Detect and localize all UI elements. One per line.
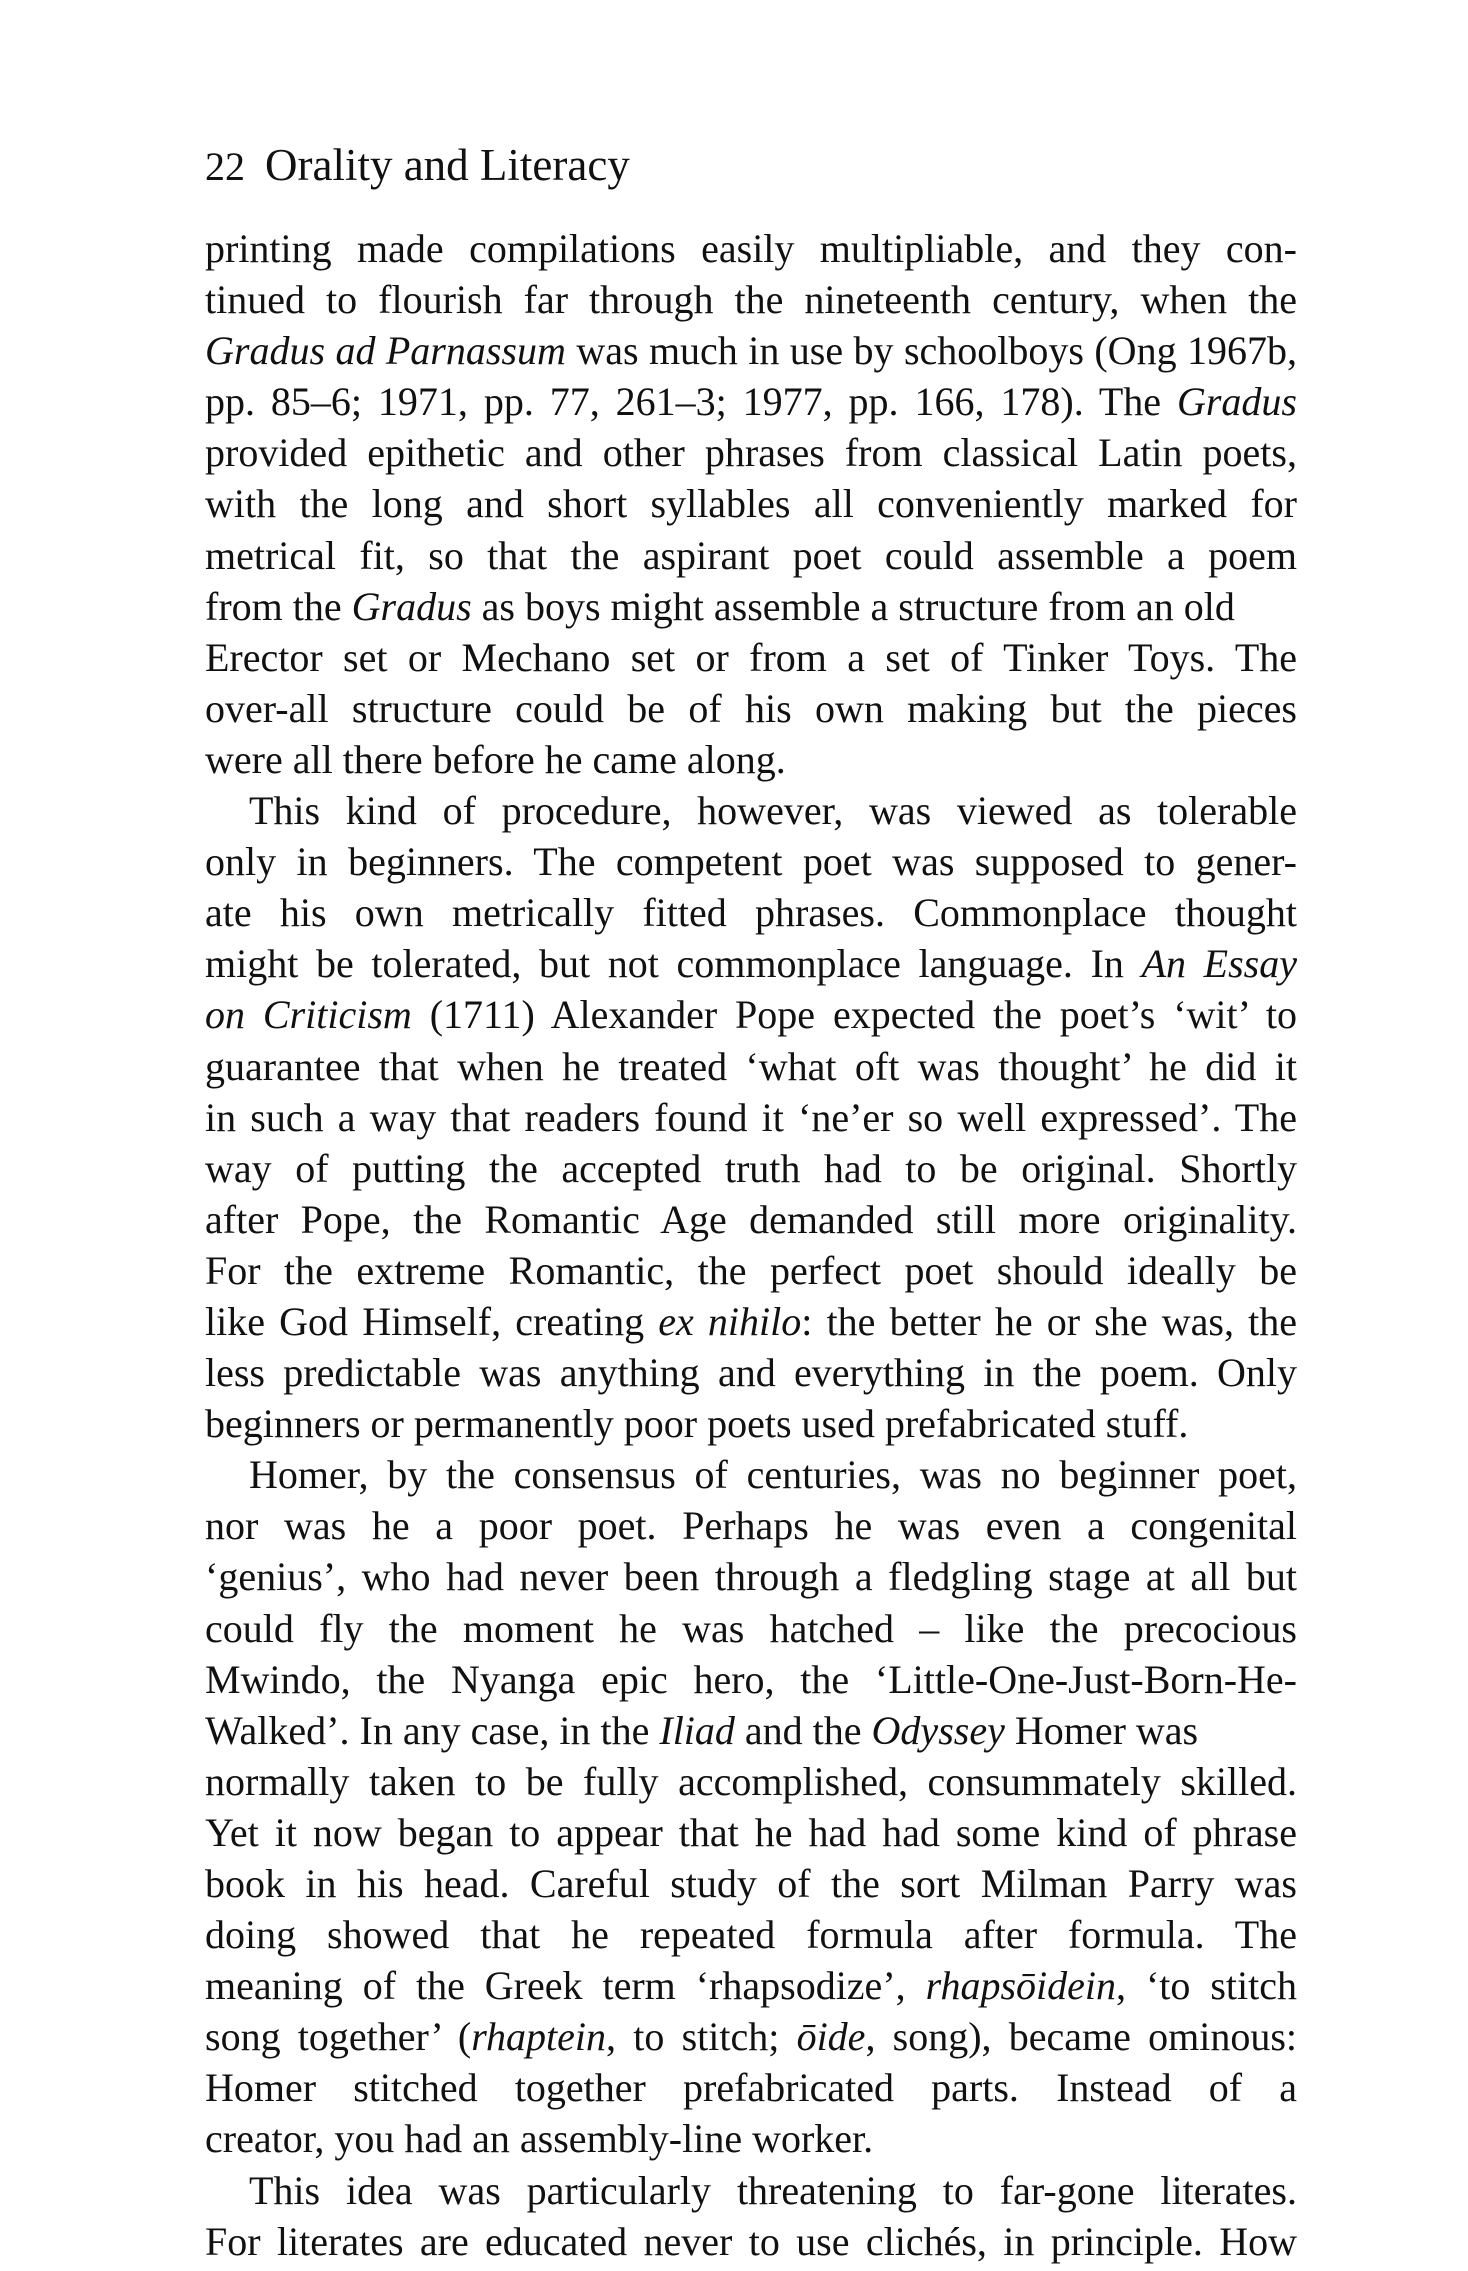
text-line xyxy=(205,325,1297,376)
text-line: provided epithetic and other phrases from classical Latin poets, xyxy=(205,430,1297,476)
text-line: after Pope, the Romantic Age demanded still more originality. xyxy=(205,1196,1297,1242)
text-line xyxy=(205,1296,1297,1347)
italic-phrase: Iliad xyxy=(659,1707,735,1753)
text-line: book in his head. Careful study of the sort Milman Parry was xyxy=(205,1861,1297,1906)
text-run: , to stitch; xyxy=(606,2014,797,2060)
italic-phrase: ōide xyxy=(796,2014,866,2060)
italic-phrase: An Essay xyxy=(1141,941,1297,987)
text-line: less predictable was anything and everything in the poem. Only xyxy=(205,1350,1297,1396)
text-run: might be tolerated, but not commonplace language. In xyxy=(205,941,1142,987)
text-line: Erector set or Mechano set or from a set of Tinker Toys. The xyxy=(205,634,1297,680)
italic-phrase: Gradus ad Parnassum xyxy=(205,328,566,374)
text-run: was much in use by schoolboys (Ong 1967b, xyxy=(565,328,1297,374)
text-line: metrical fit, so that the aspirant poet could assemble a poem xyxy=(205,532,1297,578)
text-line xyxy=(205,2011,1297,2062)
italic-phrase: Odyssey xyxy=(871,1707,1005,1753)
text-run: like God Himself, creating xyxy=(205,1298,659,1344)
italic-phrase: Gradus xyxy=(1176,379,1297,425)
text-run: pp. 85–6; 1971, pp. 77, 261–3; 1977, pp. 166, 178). The xyxy=(205,379,1177,425)
text-run: Walked’. In any case, in the xyxy=(205,1707,660,1753)
text-line: could fly the moment he was hatched – like the precocious xyxy=(205,1605,1297,1651)
text-run: from the xyxy=(205,583,352,629)
text-run: , ‘to stitch xyxy=(1115,1963,1297,2009)
text-run: meaning of the Greek term ‘rhapsodize’, xyxy=(205,1963,926,2009)
text-run: , song), became ominous: xyxy=(865,2014,1297,2060)
text-line xyxy=(205,581,1297,632)
page-number: 22 xyxy=(205,144,245,189)
text-line: creator, you had an assembly-line worker. xyxy=(205,2116,874,2162)
text-line: beginners or permanently poor poets used prefabricated stuff. xyxy=(205,1401,1189,1447)
text-run: as boys might assemble a structure from an old xyxy=(471,583,1235,629)
text-line: Yet it now began to appear that he had had some kind of phrase xyxy=(205,1809,1297,1855)
text-line: ‘genius’, who had never been through a fledgling stage at all but xyxy=(205,1554,1297,1600)
text-line: doing showed that he repeated formula after formula. The xyxy=(205,1912,1297,1958)
text-line: Homer stitched together prefabricated parts. Instead of a xyxy=(205,2065,1297,2111)
body-text xyxy=(205,223,1297,2267)
text-line: way of putting the accepted truth had to be original. Shortly xyxy=(205,1145,1297,1191)
running-head xyxy=(205,140,630,192)
text-line: with the long and short syllables all conveniently marked for xyxy=(205,481,1297,527)
italic-phrase: ex nihilo xyxy=(658,1298,802,1344)
text-line xyxy=(205,1705,1297,1756)
italic-phrase: on Criticism xyxy=(205,992,412,1038)
text-run: Homer was xyxy=(1004,1707,1199,1753)
text-line: over-all structure could be of his own making but the pieces xyxy=(205,685,1297,731)
text-line: in such a way that readers found it ‘ne’er so well expressed’. The xyxy=(205,1094,1297,1140)
text-line: printing made compilations easily multipliable, and they con- xyxy=(205,226,1297,271)
text-line xyxy=(205,989,1297,1040)
text-line: This idea was particularly threatening to far-gone literates. xyxy=(249,2167,1297,2213)
text-run: : the better he or she was, the xyxy=(801,1298,1297,1344)
text-line xyxy=(205,1960,1297,2011)
italic-phrase: Gradus xyxy=(351,583,472,629)
text-line: were all there before he came along. xyxy=(205,736,786,782)
text-line: normally taken to be fully accomplished, consummately skilled. xyxy=(205,1758,1297,1804)
text-line: nor was he a poor poet. Perhaps he was even a congenital xyxy=(205,1503,1297,1549)
italic-phrase: rhapsōidein xyxy=(925,1963,1116,2009)
text-line: This kind of procedure, however, was viewed as tolerable xyxy=(249,788,1297,834)
text-line: only in beginners. The competent poet was supposed to gener- xyxy=(205,839,1297,885)
text-line: guarantee that when he treated ‘what oft was thought’ he did it xyxy=(205,1043,1297,1089)
text-line xyxy=(205,376,1297,427)
text-run: song together’ ( xyxy=(205,2014,472,2060)
text-run: and the xyxy=(734,1707,872,1753)
text-line: ate his own metrically fitted phrases. Commonplace thought xyxy=(205,890,1297,936)
text-line xyxy=(205,938,1297,989)
text-line: Homer, by the consensus of centuries, was no beginner poet, xyxy=(249,1452,1297,1498)
text-line: For the extreme Romantic, the perfect poet should ideally be xyxy=(205,1247,1297,1293)
italic-phrase: rhaptein xyxy=(471,2014,607,2060)
running-title: Orality and Literacy xyxy=(265,140,630,190)
text-line: Mwindo, the Nyanga epic hero, the ‘Little-One-Just-Born-He- xyxy=(205,1656,1297,1702)
text-run: (1711) Alexander Pope expected the poet’s ‘wit’ to xyxy=(411,992,1297,1038)
text-line: For literates are educated never to use clichés, in principle. How xyxy=(205,2218,1297,2264)
text-line: tinued to flourish far through the nineteenth century, when the xyxy=(205,277,1297,323)
